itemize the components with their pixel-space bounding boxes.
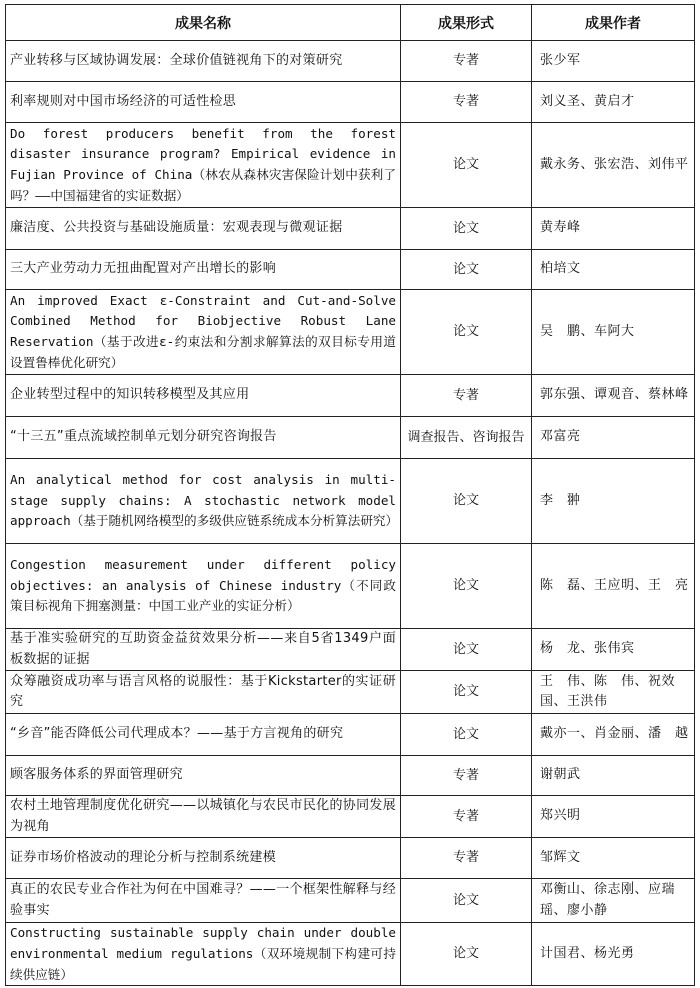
header-author: 成果作者: [532, 5, 695, 41]
row-form: 专著: [401, 375, 532, 417]
row-author: 戴亦一、肖金丽、潘 越: [532, 714, 695, 756]
row-author: 谢朝武: [532, 756, 695, 796]
row-title: Do forest producers benefit from the forest disaster insurance program? Empirical evidence in Fujian Province of China（林农从森林灾害保险计划中获利了吗？——中国福建省的实证数据）: [6, 123, 401, 208]
row-author: 戴永务、张宏浩、刘伟平: [532, 123, 695, 208]
table-row: [6, 714, 695, 756]
row-title: 利率规则对中国市场经济的可适性检思: [6, 82, 401, 123]
table-row: [6, 756, 695, 796]
table-header-row: [6, 5, 695, 41]
row-title: “乡音”能否降低公司代理成本？——基于方言视角的研究: [6, 714, 401, 756]
header-name: 成果名称: [6, 5, 401, 41]
table-row: [6, 41, 695, 82]
achievements-table: [5, 4, 695, 986]
row-author: 柏培文: [532, 250, 695, 290]
row-author: 吴 鹏、车阿大: [532, 290, 695, 375]
table-row: [6, 544, 695, 629]
row-title: 三大产业劳动力无扭曲配置对产出增长的影响: [6, 250, 401, 290]
row-title: Congestion measurement under different policy objectives: an analysis of Chinese industry（不同政策目标视角下拥塞测量：中国工业产业的实证分析）: [6, 544, 401, 629]
row-form: 论文: [401, 629, 532, 671]
row-author: 杨 龙、张伟宾: [532, 629, 695, 671]
row-form: 专著: [401, 796, 532, 838]
row-title: An analytical method for cost analysis in multi-stage supply chains: A stochastic network model approach（基于随机网络模型的多级供应链系统成本分析算法研究）: [6, 459, 401, 544]
row-title: “十三五”重点流域控制单元划分研究咨询报告: [6, 417, 401, 459]
table-row: [6, 290, 695, 375]
table-row: [6, 629, 695, 671]
row-author: 李 翀: [532, 459, 695, 544]
table-row: [6, 417, 695, 459]
row-title: 众筹融资成功率与语言风格的说服性：基于Kickstarter的实证研究: [6, 671, 401, 714]
row-title: 证券市场价格波动的理论分析与控制系统建模: [6, 838, 401, 879]
row-author: 王 伟、陈 伟、祝效国、王洪伟: [532, 671, 695, 714]
row-author: 黄寿峰: [532, 208, 695, 250]
row-form: 论文: [401, 250, 532, 290]
row-form: 论文: [401, 290, 532, 375]
row-form: 专著: [401, 756, 532, 796]
row-author: 张少军: [532, 41, 695, 82]
row-form: 论文: [401, 459, 532, 544]
row-form: 论文: [401, 923, 532, 986]
table-row: [6, 123, 695, 208]
row-author: 刘义圣、黄启才: [532, 82, 695, 123]
row-title: 顾客服务体系的界面管理研究: [6, 756, 401, 796]
row-author: 郑兴明: [532, 796, 695, 838]
table-row: [6, 796, 695, 838]
row-form: 专著: [401, 82, 532, 123]
row-author: 郭东强、谭观音、蔡林峰: [532, 375, 695, 417]
table-row: [6, 459, 695, 544]
table-row: [6, 208, 695, 250]
table-row: [6, 671, 695, 714]
table-row: [6, 923, 695, 986]
row-title: 农村土地管理制度优化研究——以城镇化与农民市民化的协同发展为视角: [6, 796, 401, 838]
row-author: 邹辉文: [532, 838, 695, 879]
row-form: 论文: [401, 879, 532, 923]
row-form: 论文: [401, 123, 532, 208]
row-author: 计国君、杨光勇: [532, 923, 695, 986]
row-form: 专著: [401, 838, 532, 879]
row-author: 邓富亮: [532, 417, 695, 459]
row-title: 廉洁度、公共投资与基础设施质量：宏观表现与微观证据: [6, 208, 401, 250]
table-row: [6, 879, 695, 923]
row-title: 企业转型过程中的知识转移模型及其应用: [6, 375, 401, 417]
row-author: 陈 磊、王应明、王 亮: [532, 544, 695, 629]
row-form: 论文: [401, 544, 532, 629]
header-form: 成果形式: [401, 5, 532, 41]
row-title: An improved Exact ε-Constraint and Cut-and-Solve Combined Method for Biobjective Robust Lane Reservation（基于改进ε-约束法和分割求解算法的双目标专用道设置鲁棒优化研究）: [6, 290, 401, 375]
row-title: 产业转移与区域协调发展：全球价值链视角下的对策研究: [6, 41, 401, 82]
row-form: 论文: [401, 671, 532, 714]
row-title: 基于准实验研究的互助资金益贫效果分析——来自5省1349户面板数据的证据: [6, 629, 401, 671]
row-form: 论文: [401, 208, 532, 250]
row-author: 邓衡山、徐志刚、应瑞瑶、廖小静: [532, 879, 695, 923]
row-form: 专著: [401, 41, 532, 82]
row-form: 调查报告、咨询报告: [401, 417, 532, 459]
row-title: Constructing sustainable supply chain under double environmental medium regulations（双环境规制下构建可持续供应链）: [6, 923, 401, 986]
row-form: 论文: [401, 714, 532, 756]
table-row: [6, 838, 695, 879]
table-row: [6, 82, 695, 123]
table-row: [6, 250, 695, 290]
table-row: [6, 375, 695, 417]
row-title: 真正的农民专业合作社为何在中国难寻？——一个框架性解释与经验事实: [6, 879, 401, 923]
